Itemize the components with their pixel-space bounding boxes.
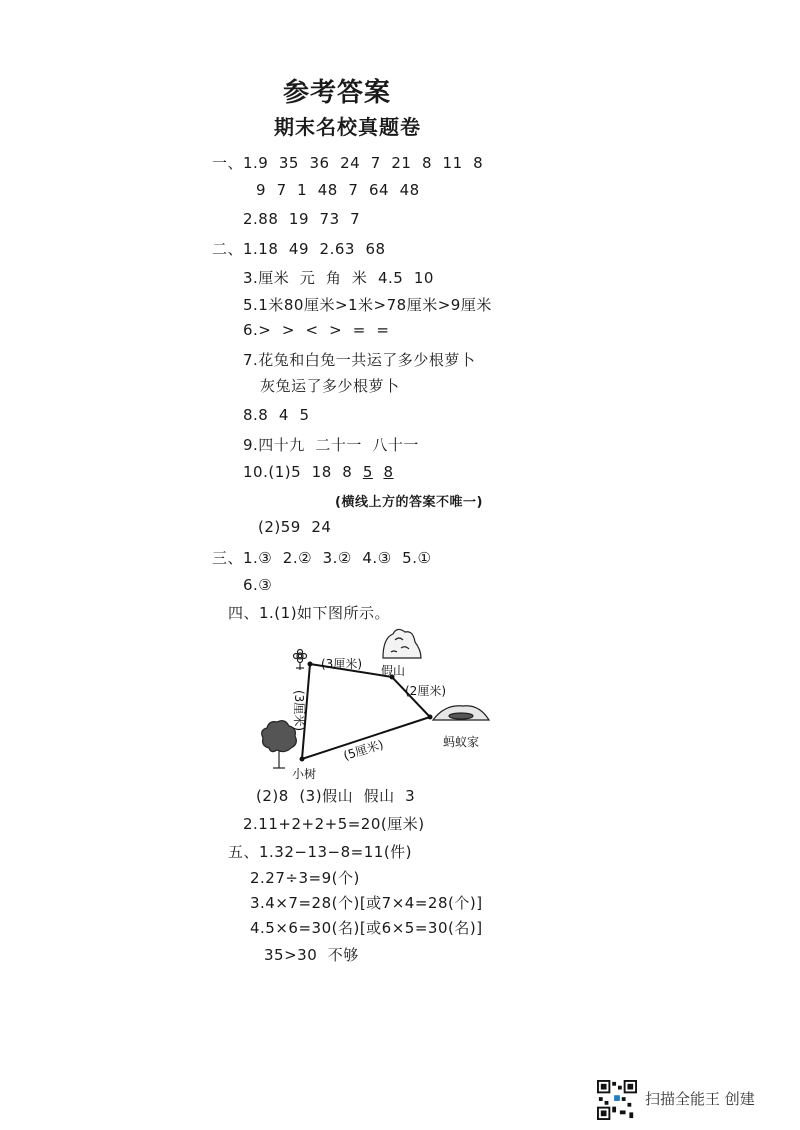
- answer-line: 4.5×6=30(名)[或6×5=30(名)]: [250, 919, 483, 937]
- answer-line: 三、1.③ 2.② 3.② 4.③ 5.①: [212, 549, 432, 567]
- answer-line: 9 7 1 48 7 64 48: [256, 181, 420, 199]
- answer-line: 四、1.(1)如下图所示。: [228, 604, 391, 622]
- answer-line: 一、1.9 35 36 24 7 21 8 11 8: [212, 154, 484, 172]
- answer-line: 7.花兔和白兔一共运了多少根萝卜: [243, 351, 476, 369]
- edge-label-top: (3厘米): [321, 657, 362, 671]
- answer-line: 五、1.32−13−8=11(件): [228, 843, 413, 861]
- scanner-watermark: [597, 1077, 787, 1117]
- answer-line: 二、1.18 49 2.63 68: [212, 240, 386, 258]
- answer-line: 9.四十九 二十一 八十一: [243, 436, 419, 454]
- answer-spacer: [373, 463, 384, 481]
- answer-line: (2)59 24: [258, 518, 332, 536]
- place-label-jiashan: 假山: [381, 664, 406, 678]
- answer-line: (2)8 (3)假山 假山 3: [256, 787, 416, 805]
- tree-icon: [262, 721, 297, 768]
- underlined-answer: 5: [362, 463, 373, 481]
- rockery-icon: [383, 629, 421, 658]
- answer-line: [243, 463, 394, 481]
- answer-line: 3.4×7=28(个)[或7×4=28(个)]: [250, 894, 483, 912]
- underlined-answer: 8: [383, 463, 394, 481]
- edge-label-right: (2厘米): [405, 684, 446, 698]
- answer-line: 8.8 4 5: [243, 406, 310, 424]
- answer-text: 10.(1)5 18 8: [243, 463, 363, 481]
- page-title: 参考答案: [283, 78, 392, 108]
- vertex-dot: [428, 715, 433, 720]
- answer-line: 2.27÷3=9(个): [250, 869, 360, 887]
- edge-label-left: (3厘米): [292, 690, 306, 731]
- answer-line: 5.1米80厘米>1米>78厘米>9厘米: [243, 296, 492, 314]
- answer-line: 35>30 不够: [264, 946, 359, 964]
- anthill-icon: [433, 706, 489, 720]
- answer-line: 2.88 19 73 7: [243, 210, 361, 228]
- qr-code-icon: [597, 1080, 637, 1120]
- vertex-dot: [300, 757, 305, 762]
- answer-line: 灰兔运了多少根萝卜: [260, 377, 400, 395]
- edge-label-bottom: (5厘米): [341, 737, 386, 763]
- answer-line: 6.> > < > = =: [243, 321, 390, 339]
- route-diagram: [255, 620, 495, 785]
- page-subtitle: 期末名校真题卷: [274, 115, 421, 139]
- vertex-dot: [308, 662, 313, 667]
- flower-icon: [294, 650, 307, 671]
- place-label-mayijia: 蚂蚁家: [443, 735, 480, 749]
- answer-line: 2.11+2+2+5=20(厘米): [243, 815, 425, 833]
- watermark-text: 扫描全能王 创建: [645, 1090, 755, 1108]
- answer-note: (横线上方的答案不唯一): [335, 495, 483, 510]
- place-label-xiaoshu: 小树: [292, 767, 317, 781]
- answer-line: 6.③: [243, 576, 273, 594]
- answer-line: 3.厘米 元 角 米 4.5 10: [243, 269, 434, 287]
